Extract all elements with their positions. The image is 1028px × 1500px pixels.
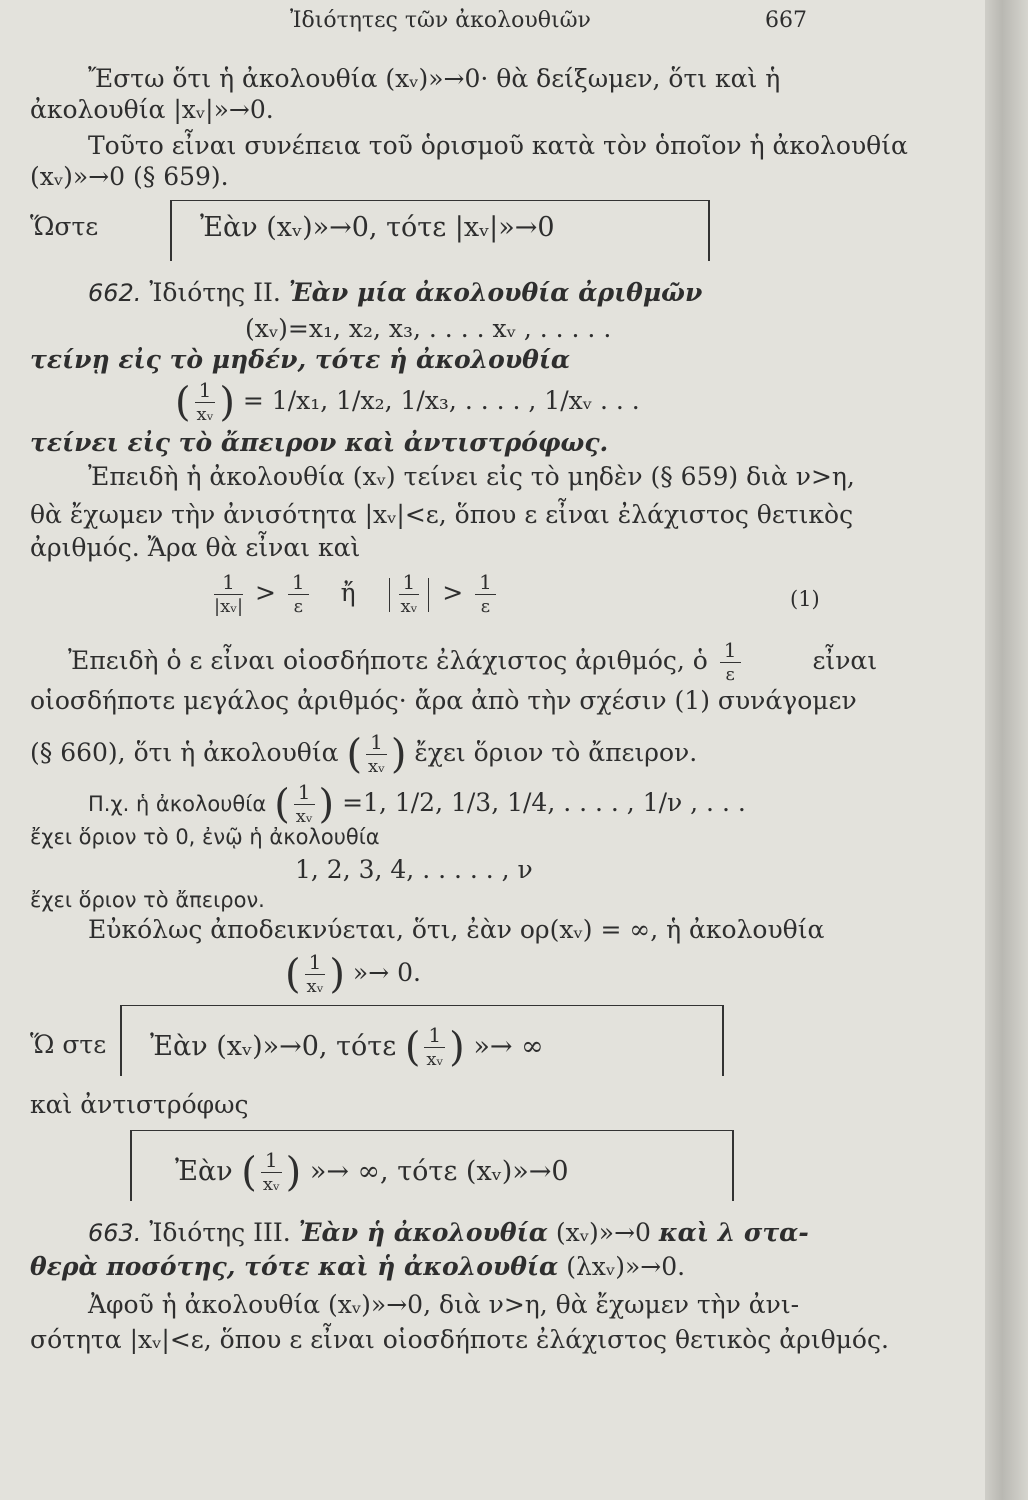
section-number: 662. — [88, 279, 142, 307]
text-line: Ἔστω ὅτι ἡ ἀκολουθία (xᵥ)»→0· θὰ δείξωμεν, ὅτι καὶ ἡ — [88, 64, 781, 93]
section-heading: 663. Ἰδιότης III. Ἐὰν ἡ ἀκολουθία (xᵥ)»→0 καὶ λ στα- — [88, 1218, 809, 1247]
text-line: 1, 2, 3, 4, . . . . . , ν — [295, 855, 533, 884]
reciprocal-terms: = 1/x₁, 1/x₂, 1/x₃, . . . . , 1/xᵥ . . . — [242, 386, 640, 415]
theorem-text: Ἐὰν (xᵥ)»→0, τότε |xᵥ|»→0 — [200, 212, 555, 243]
text-line: ἔχει ὅριον τὸ 0, ἐνῷ ἡ ἀκολουθία — [30, 825, 380, 849]
theorem-text: Ἐὰν ( $\frac{1}{\text{xᵥ}}$ ) »→ ∞, τότε (xᵥ)»→0 — [175, 1148, 569, 1196]
text-line: (§ 660), ὅτι ἡ ἀκολουθία ( $\frac{1}{\text{xᵥ}}$ ) ἔχει ὅριον τὸ ἄπειρον. — [30, 730, 698, 778]
text-line: Ἀφοῦ ἡ ἀκολουθία (xᵥ)»→0, διὰ ν>η, θὰ ἔχωμεν τὴν ἀνι- — [88, 1290, 800, 1319]
text-line: ἀριθμός. Ἄρα θὰ εἶναι καὶ — [30, 533, 361, 562]
sequence: (xᵥ)=x₁, x₂, x₃, . . . . xᵥ , . . . . . — [245, 314, 612, 343]
text-line: θερὰ ποσότης, τότε καὶ ἡ ἀκολουθία (λxᵥ)»→0. — [30, 1252, 686, 1281]
text-line: Εὐκόλως ἀποδεικνύεται, ὅτι, ἐὰν ορ(xᵥ) = ∞, ἡ ἀκολουθία — [88, 915, 825, 944]
theorem-statement: Ἐὰν μία ἀκολουθία ἀριθμῶν — [288, 278, 703, 307]
page-edge — [985, 0, 1028, 1500]
theorem-statement: τείνει εἰς τὸ ἄπειρον καὶ ἀντιστρόφως. — [30, 428, 609, 457]
text-line: Τοῦτο εἶναι συνέπεια τοῦ ὁρισμοῦ κατὰ τὸν ὁποῖον ἡ ἀκολουθία — [88, 131, 908, 160]
text-line: Ἐπειδὴ ἡ ἀκολουθία (xᵥ) τείνει εἰς τὸ μηδὲν (§ 659) διὰ ν>η, — [88, 462, 855, 491]
reciprocal-sequence: ( $\frac{1}{\text{xᵥ}}$ ) = 1/x₁, 1/x₂, 1/x₃, . . . . , 1/xᵥ . . . — [175, 378, 640, 426]
equation-label: (1) — [790, 587, 820, 611]
text-line: οἱοσδήποτε μεγάλος ἀριθμός· ἄρα ἀπὸ τὴν σχέσιν (1) συνάγομεν — [30, 686, 857, 715]
inequality: $\frac{1}{\text{|xᵥ|}}$ > $\frac{1}{\varepsilon}$ ἤ $\frac{1}{\text{xᵥ}}$ > $\frac{1}{\varepsilon}$ — [210, 570, 500, 619]
theorem-statement: τείνῃ εἰς τὸ μηδέν, τότε ἡ ἀκολουθία — [30, 345, 571, 374]
text-line: Ἐπειδὴ ὁ ε εἶναι οἱοσδήποτε ἐλάχιστος ἀριθμός, ὁ $\frac{1}{\varepsilon}$ εἶναι — [68, 638, 878, 685]
text-line: θὰ ἔχωμεν τὴν ἀνισότητα |xᵥ|<ε, ὅπου ε εἶναι ἐλάχιστος θετικὸς — [30, 500, 854, 529]
box-lead: Ὥ στε — [30, 1030, 107, 1059]
text-line: ἔχει ὅριον τὸ ἄπειρον. — [30, 888, 265, 912]
text-line: ἀκολουθία |xᵥ|»→0. — [30, 95, 274, 124]
theorem-text: Ἐὰν (xᵥ)»→0, τότε ( $\frac{1}{\text{xᵥ}}$ ) »→ ∞ — [150, 1023, 544, 1071]
running-header: Ἰδιότητες τῶν ἀκολουθιῶν — [290, 8, 591, 33]
box-lead: Ὥστε — [30, 212, 99, 241]
limit-expression: ( $\frac{1}{\text{xᵥ}}$ ) »→ 0. — [285, 950, 421, 998]
section-title: Ἰδιότης II. — [149, 278, 281, 307]
page-number: 667 — [765, 8, 807, 33]
example-line: Π.χ. ἡ ἀκολουθία ( $\frac{1}{\text{xᵥ}}$ ) =1, 1/2, 1/3, 1/4, . . . . , 1/ν , . . . — [88, 780, 746, 828]
text-line: καὶ ἀντιστρόφως — [30, 1090, 249, 1119]
text-line: (xᵥ)»→0 (§ 659). — [30, 162, 229, 191]
text-line: σότητα |xᵥ|<ε, ὅπου ε εἶναι οἱοσδήποτε ἐλάχιστος θετικὸς ἀριθμός. — [30, 1325, 889, 1354]
